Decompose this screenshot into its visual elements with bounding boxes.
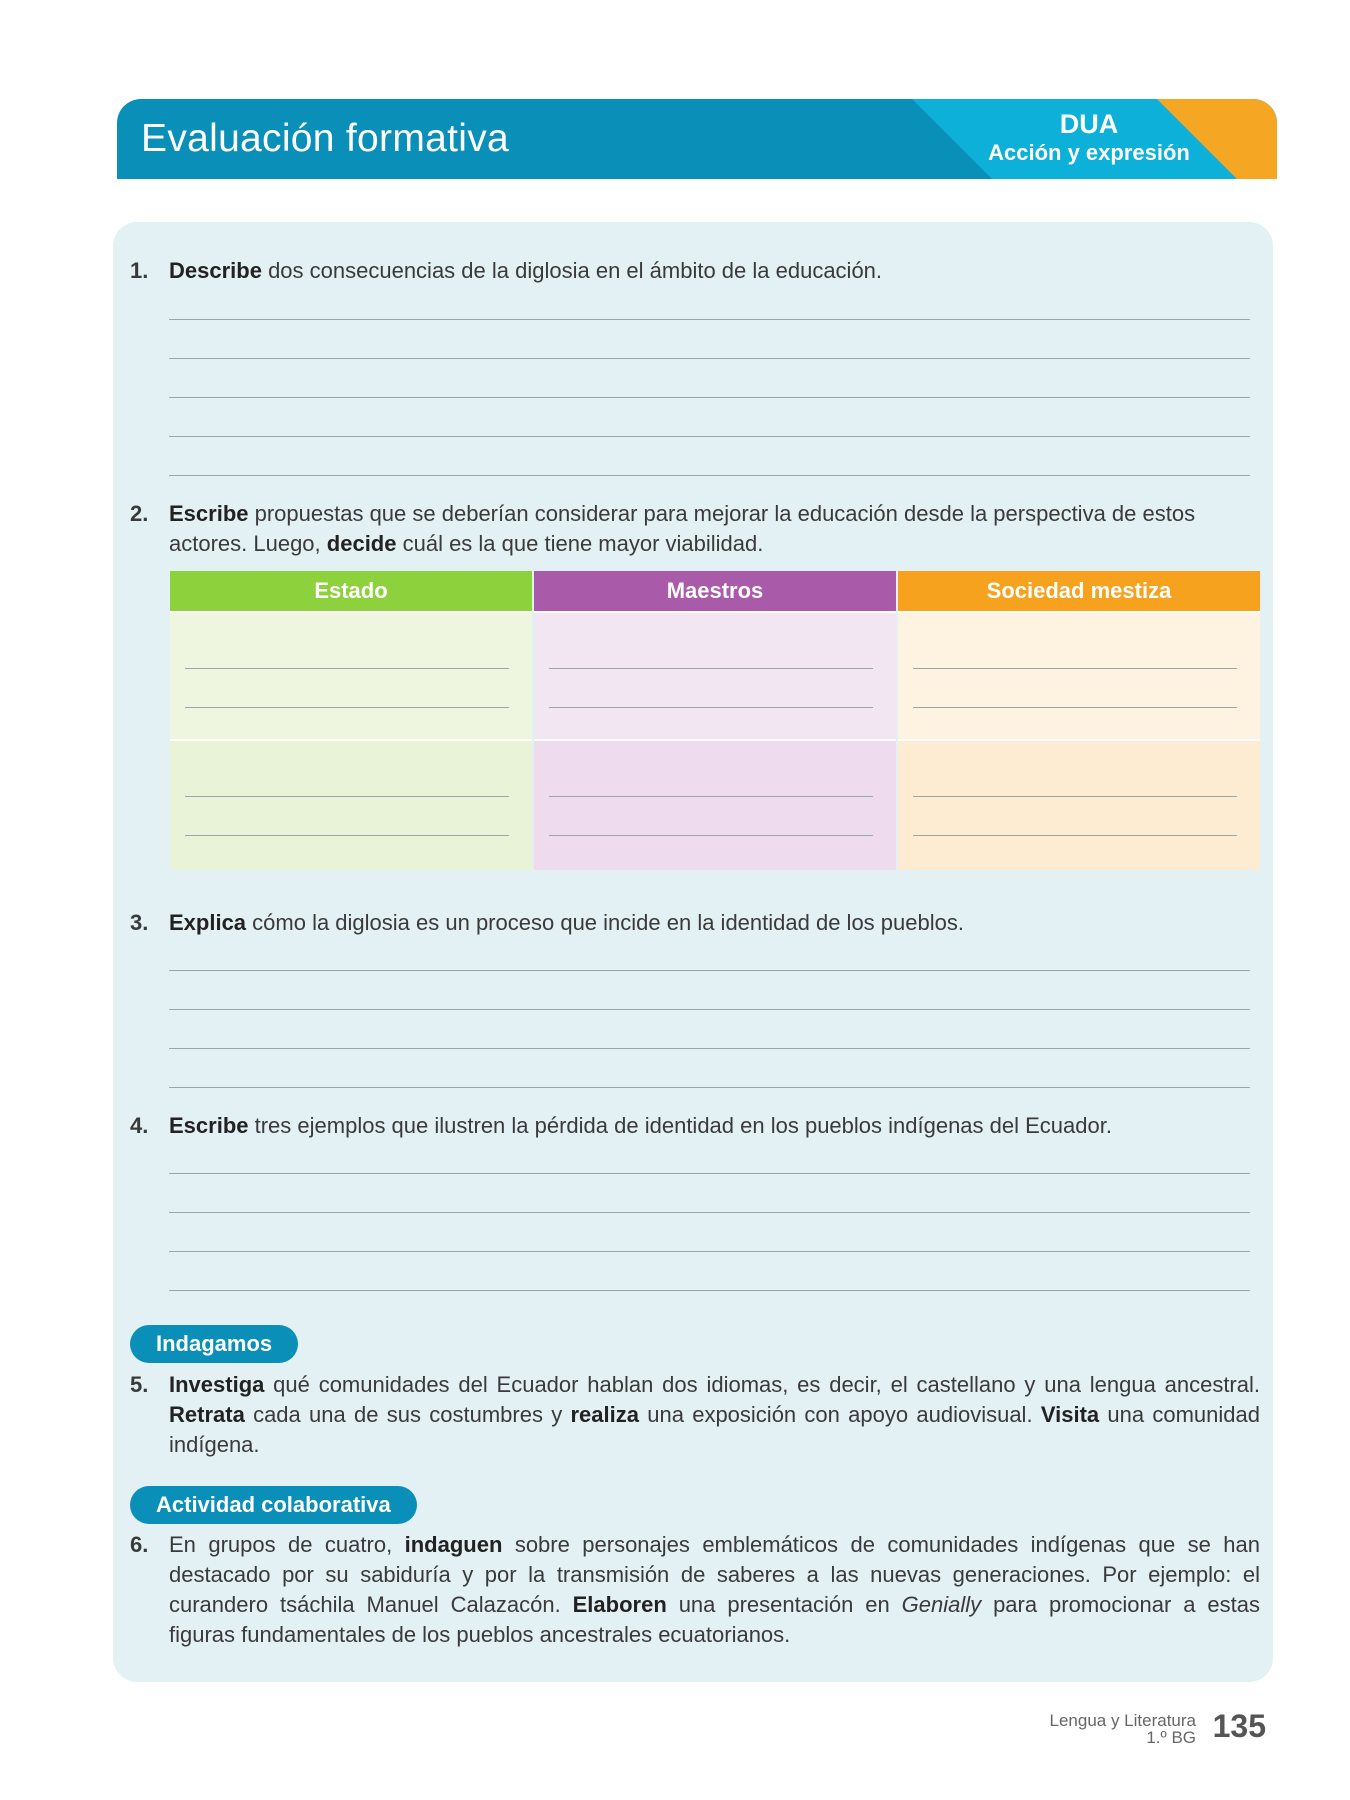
table-column-maestros — [534, 571, 896, 870]
question-text: cuál es la que tiene mayor viabilidad. — [396, 531, 764, 556]
question-verb: Describe — [169, 258, 262, 283]
question-text: propuestas que se deberían considerar para mejorar la educación desde la perspectiva de estos actores. Luego, — [169, 501, 1196, 556]
page-title: Evaluación formativa — [141, 117, 510, 160]
question-verb: Visita — [1040, 1402, 1100, 1427]
question-text: una comunidad indígena. — [169, 1402, 1260, 1457]
answer-line[interactable] — [169, 319, 1250, 320]
question-text: En grupos de cuatro, — [169, 1532, 405, 1557]
footer-grade: 1.º BG — [1146, 1728, 1196, 1747]
question-text: cada una de sus costumbres y — [244, 1402, 571, 1427]
question-number: 2. — [130, 501, 149, 526]
table-header: Sociedad mestiza — [898, 571, 1260, 611]
answer-line[interactable] — [169, 475, 1250, 476]
activity-panel — [113, 222, 1273, 1682]
question-verb: Retrata — [169, 1402, 245, 1427]
answer-line[interactable] — [169, 1048, 1250, 1049]
question-text: una exposición con apoyo audiovisual. — [638, 1402, 1041, 1427]
question-verb: Elaboren — [572, 1592, 667, 1617]
question-4 — [130, 1111, 1260, 1141]
question-5 — [130, 1370, 1260, 1460]
question-text: para promocionar a estas figuras fundamentales de los pueblos ancestrales ecuatorianos. — [169, 1592, 1261, 1647]
dua-title: DUA — [1059, 109, 1119, 139]
page-number: 135 — [1212, 1708, 1266, 1744]
question-2 — [130, 499, 1260, 559]
question-1 — [130, 256, 1260, 286]
dua-subtitle: Acción y expresión — [988, 140, 1190, 165]
question-3 — [130, 908, 1260, 938]
question-italic: Genially — [901, 1592, 982, 1617]
table-header: Maestros — [534, 571, 896, 611]
answer-line[interactable] — [169, 1290, 1250, 1291]
answer-line[interactable] — [169, 436, 1250, 437]
question-number: 3. — [130, 910, 149, 935]
table-column-sociedad-mestiza — [898, 571, 1260, 870]
question-6 — [130, 1530, 1260, 1650]
table-cell[interactable] — [170, 739, 532, 870]
question-text: dos consecuencias de la diglosia en el ámbito de la educación. — [261, 258, 883, 283]
question-text: qué comunidades del Ecuador hablan dos idiomas, es decir, el castellano y una lengua ancestral. — [264, 1372, 1260, 1397]
footer-subject — [1050, 1712, 1197, 1746]
question-number: 4. — [130, 1113, 149, 1138]
question-text: cómo la diglosia es un proceso que incide en la identidad de los pueblos. — [246, 910, 964, 935]
table-cell[interactable] — [534, 739, 896, 870]
section-badge-colaborativa: Actividad colaborativa — [130, 1486, 417, 1524]
table-column-estado — [170, 571, 532, 870]
question-verb: Investiga — [169, 1372, 265, 1397]
proposals-table — [170, 571, 1261, 870]
answer-line[interactable] — [169, 970, 1250, 971]
question-verb: Escribe — [169, 501, 249, 526]
dua-label — [959, 108, 1219, 166]
answer-line[interactable] — [169, 1173, 1250, 1174]
answer-line[interactable] — [169, 1009, 1250, 1010]
question-verb: realiza — [570, 1402, 639, 1427]
table-cell[interactable] — [534, 611, 896, 739]
question-verb: Escribe — [169, 1113, 249, 1138]
question-text: tres ejemplos que ilustren la pérdida de identidad en los pueblos indígenas del Ecuador. — [248, 1113, 1112, 1138]
answer-line[interactable] — [169, 358, 1250, 359]
question-verb: Explica — [169, 910, 247, 935]
table-cell[interactable] — [898, 611, 1260, 739]
table-header: Estado — [170, 571, 532, 611]
question-verb: indaguen — [404, 1532, 503, 1557]
question-text: una presentación en — [666, 1592, 902, 1617]
table-cell[interactable] — [898, 739, 1260, 870]
question-text: sobre personajes emblemáticos de comunidades indígenas que se han destacado por su sabiduría y por la transmisión de saberes a las nuevas generaciones. Por ejemplo: el curandero tsáchila Manuel Calazacón. — [169, 1532, 1260, 1617]
answer-line[interactable] — [169, 1212, 1250, 1213]
section-badge-indagamos: Indagamos — [130, 1325, 298, 1363]
question-number: 6. — [130, 1532, 149, 1557]
question-verb: decide — [326, 531, 397, 556]
header-banner — [117, 99, 1277, 179]
footer-subject-name: Lengua y Literatura — [1049, 1711, 1196, 1730]
answer-line[interactable] — [169, 1087, 1250, 1088]
question-number: 1. — [130, 258, 149, 283]
answer-line[interactable] — [169, 1251, 1250, 1252]
answer-line[interactable] — [169, 397, 1250, 398]
question-number: 5. — [130, 1372, 149, 1397]
table-cell[interactable] — [170, 611, 532, 739]
